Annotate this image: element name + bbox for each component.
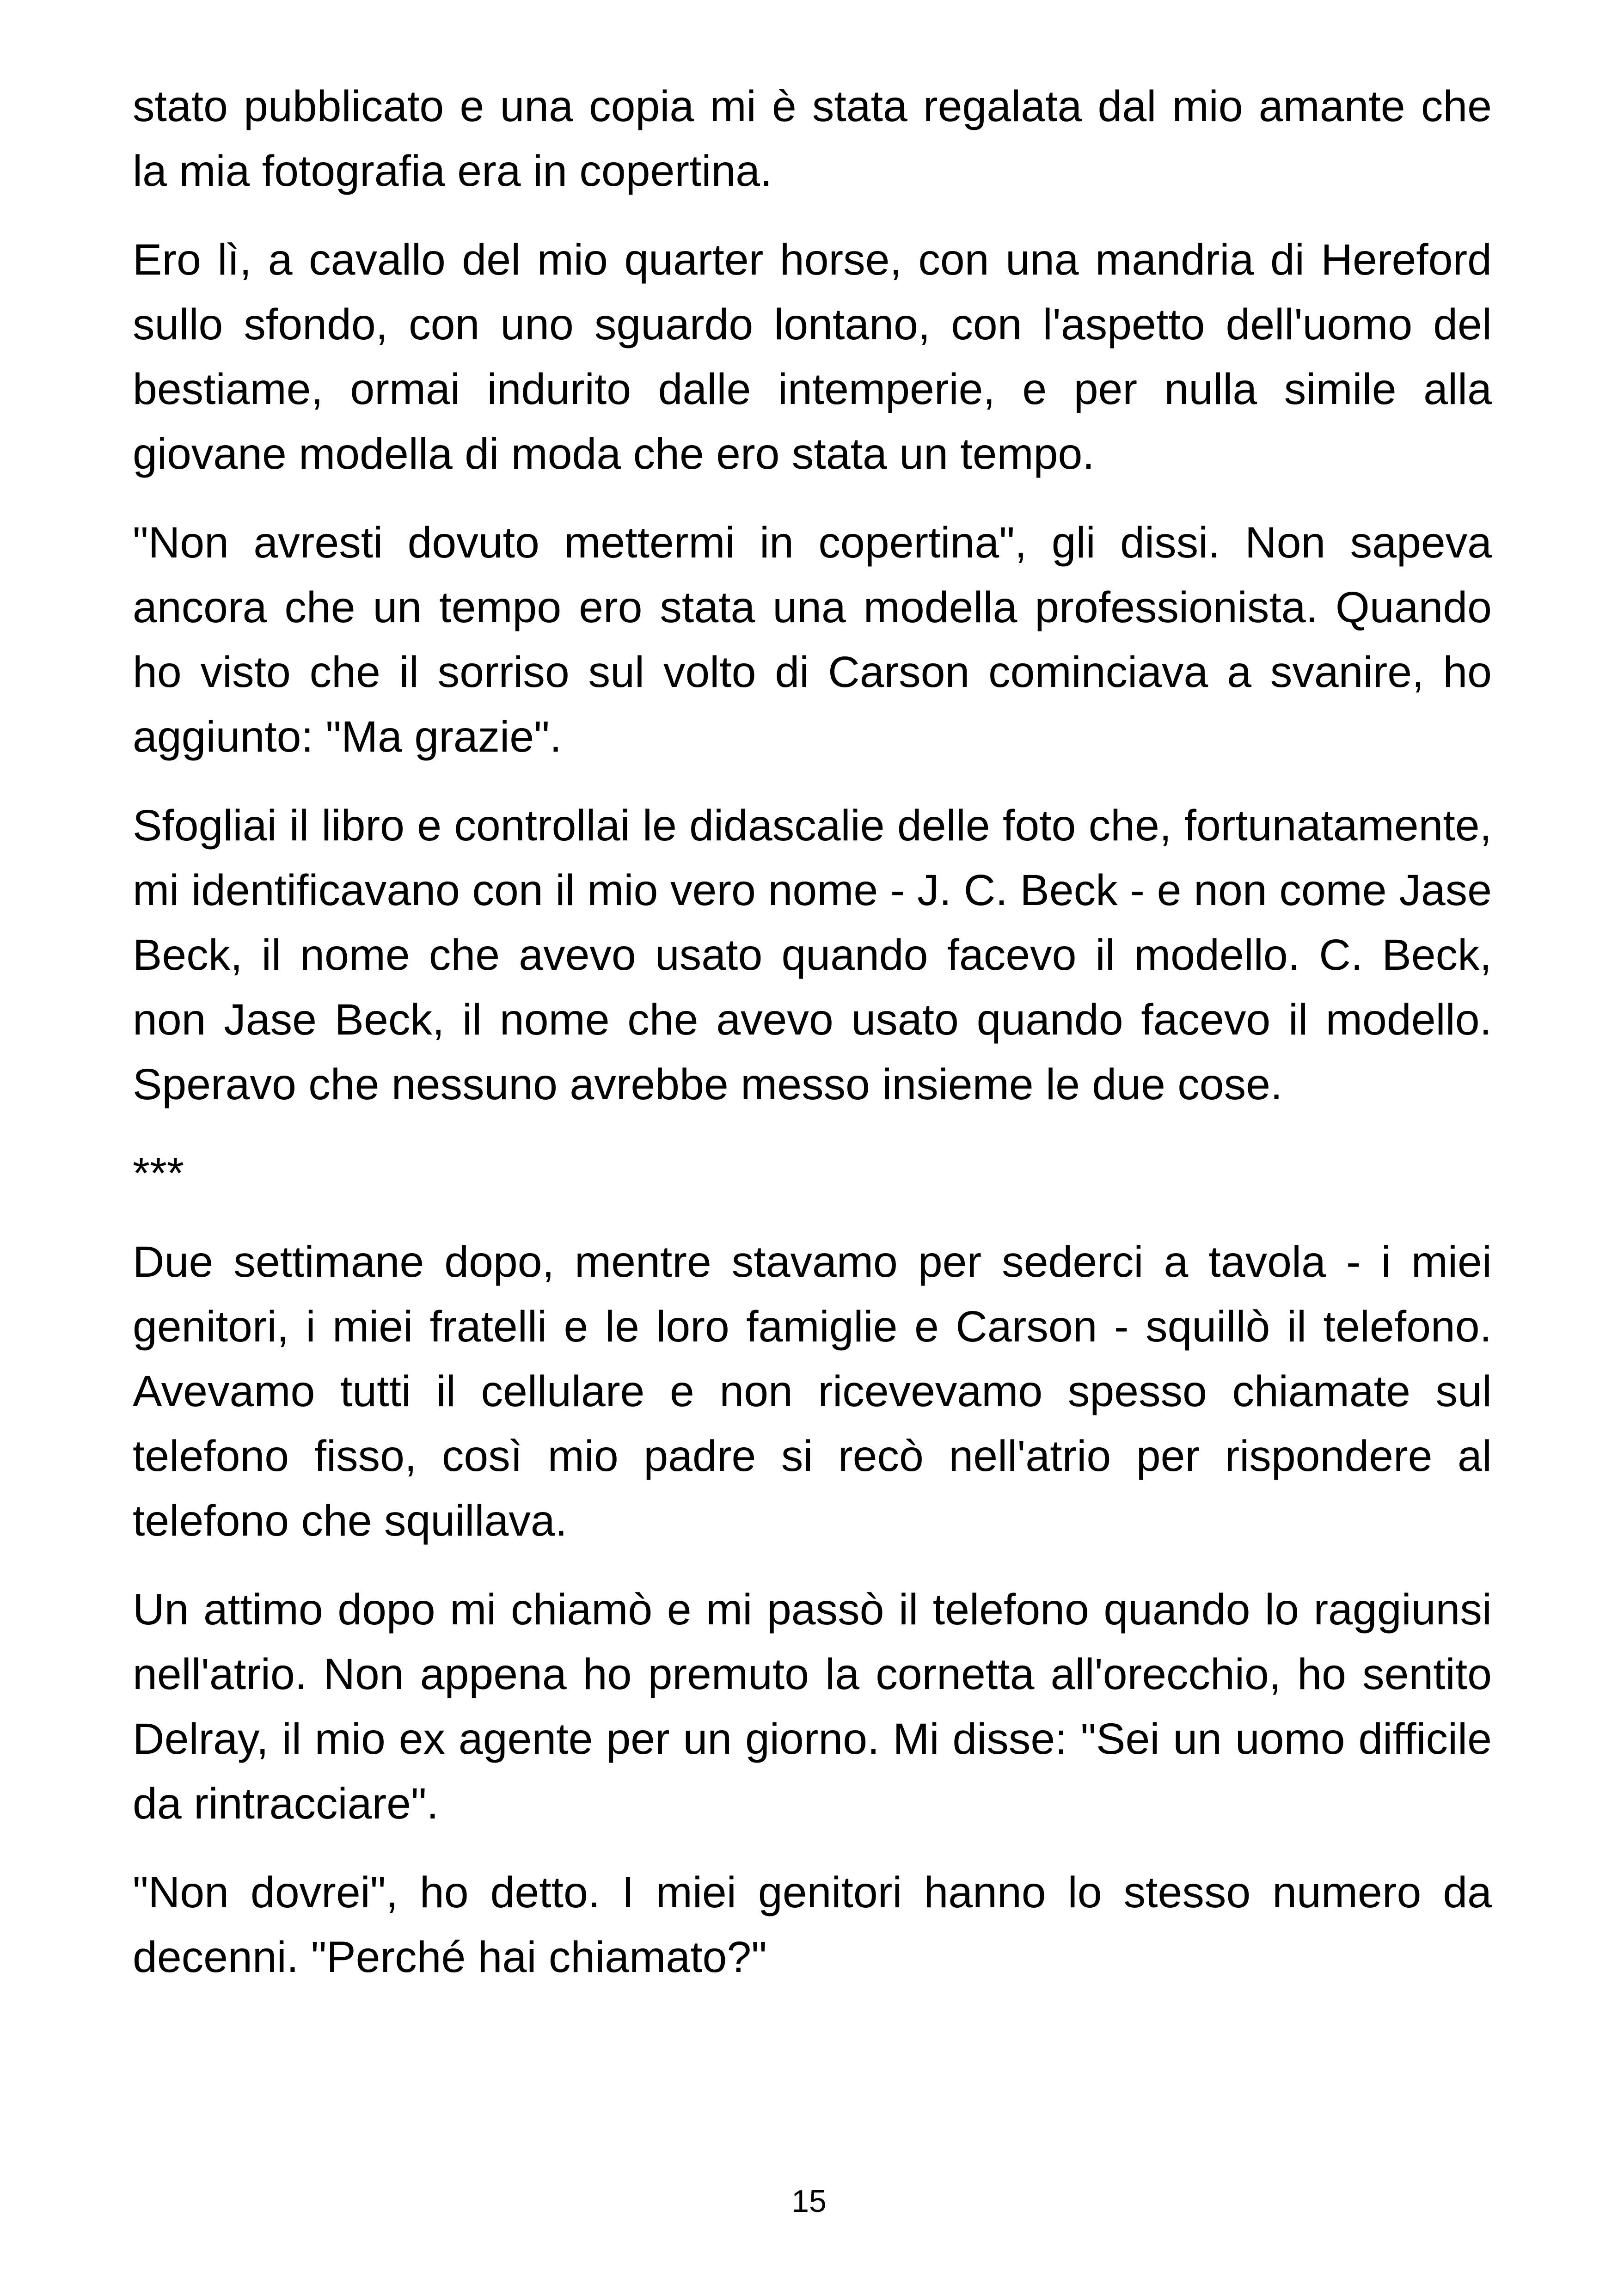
paragraph-4: Sfogliai il libro e controllai le didascalie delle foto che, fortunatamente, mi identificavano con il mio vero nome - J. C. Beck - e non come Jase Beck, il nome che avevo usato quando facevo il modello. C. Beck, non Jase Beck, il nome che avevo usato quando facevo il modello. Speravo che nessuno avrebbe messo insieme le due cose.: [133, 801, 1492, 1109]
paragraph-7: "Non dovrei", ho detto. I miei genitori hanno lo stesso numero da decenni. "Perché hai chiamato?": [133, 1868, 1492, 1982]
page-number: 15: [791, 2184, 827, 2219]
body-text: [133, 74, 1492, 2014]
paragraph-6: Un attimo dopo mi chiamò e mi passò il telefono quando lo raggiunsi nell'atrio. Non appena ho premuto la cornetta all'orecchio, ho sentito Delray, il mio ex agente per un giorno. Mi disse: "Sei un uomo difficile da rintracciare".: [133, 1585, 1492, 1828]
paragraph-2: Ero lì, a cavallo del mio quarter horse, con una mandria di Hereford sullo sfondo, con uno sguardo lontano, con l'aspetto dell'uomo del bestiame, ormai indurito dalle intemperie, e per nulla simile alla giovane modella di moda che ero stata un tempo.: [133, 235, 1492, 478]
section-separator: ***: [133, 1149, 184, 1198]
paragraph-1: stato pubblicato e una copia mi è stata regalata dal mio amante che la mia fotografia era in copertina.: [133, 82, 1492, 196]
paragraph-5: Due settimane dopo, mentre stavamo per sederci a tavola - i miei genitori, i miei fratelli e le loro famiglie e Carson - squillò il telefono. Avevamo tutti il cellulare e non ricevevamo spesso chiamate sul telefono fisso, così mio padre si recò nell'atrio per rispondere al telefono che squillava.: [133, 1237, 1492, 1545]
paragraph-3: "Non avresti dovuto mettermi in copertina", gli dissi. Non sapeva ancora che un tempo ero stata una modella professionista. Quando ho visto che il sorriso sul volto di Carson cominciava a svanire, ho aggiunto: "Ma grazie".: [133, 518, 1492, 761]
